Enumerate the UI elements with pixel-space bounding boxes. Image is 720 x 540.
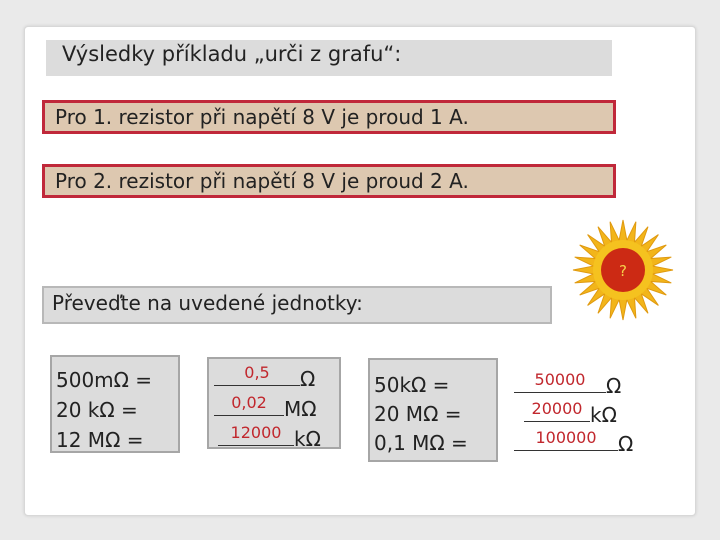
answer-unit: Ω bbox=[300, 367, 316, 391]
answer-blank[interactable] bbox=[514, 428, 618, 451]
left-question-2: 20 kΩ = bbox=[56, 398, 138, 422]
convert-heading: Převeďte na uvedené jednotky: bbox=[52, 291, 363, 315]
question-mark-label: ? bbox=[619, 262, 627, 280]
left-question-3: 12 MΩ = bbox=[56, 428, 144, 452]
answer-value: 0,5 bbox=[244, 363, 270, 382]
answer-value: 12000 bbox=[230, 423, 282, 442]
sun-icon[interactable] bbox=[571, 218, 675, 322]
left-answer-2 bbox=[214, 393, 317, 421]
answer-blank[interactable] bbox=[218, 423, 294, 446]
answer-value: 50000 bbox=[534, 370, 586, 389]
answer-blank[interactable] bbox=[514, 370, 606, 393]
answer-unit: Ω bbox=[618, 432, 634, 456]
answer-unit: Ω bbox=[606, 374, 622, 398]
answer-value: 20000 bbox=[531, 399, 583, 418]
right-question-2: 20 MΩ = bbox=[374, 402, 462, 426]
right-answer-2 bbox=[524, 399, 617, 427]
page-title: Výsledky příkladu „urči z grafu“: bbox=[62, 42, 402, 66]
answer-blank[interactable] bbox=[524, 399, 590, 422]
result-box-1: Pro 1. rezistor při napětí 8 V je proud 1 A. bbox=[42, 100, 616, 134]
answer-value: 0,02 bbox=[231, 393, 267, 412]
right-answer-1 bbox=[514, 370, 622, 398]
right-answer-3 bbox=[514, 428, 634, 456]
left-answer-3 bbox=[218, 423, 321, 451]
answer-blank[interactable] bbox=[214, 363, 300, 386]
answer-unit: kΩ bbox=[294, 427, 321, 451]
right-question-3: 0,1 MΩ = bbox=[374, 431, 468, 455]
result-box-2: Pro 2. rezistor při napětí 8 V je proud 2 A. bbox=[42, 164, 616, 198]
right-question-1: 50kΩ = bbox=[374, 373, 450, 397]
answer-blank[interactable] bbox=[214, 393, 284, 416]
answer-value: 100000 bbox=[535, 428, 597, 447]
answer-unit: kΩ bbox=[590, 403, 617, 427]
answer-unit: MΩ bbox=[284, 397, 317, 421]
left-question-1: 500mΩ = bbox=[56, 368, 153, 392]
left-answer-1 bbox=[214, 363, 316, 391]
